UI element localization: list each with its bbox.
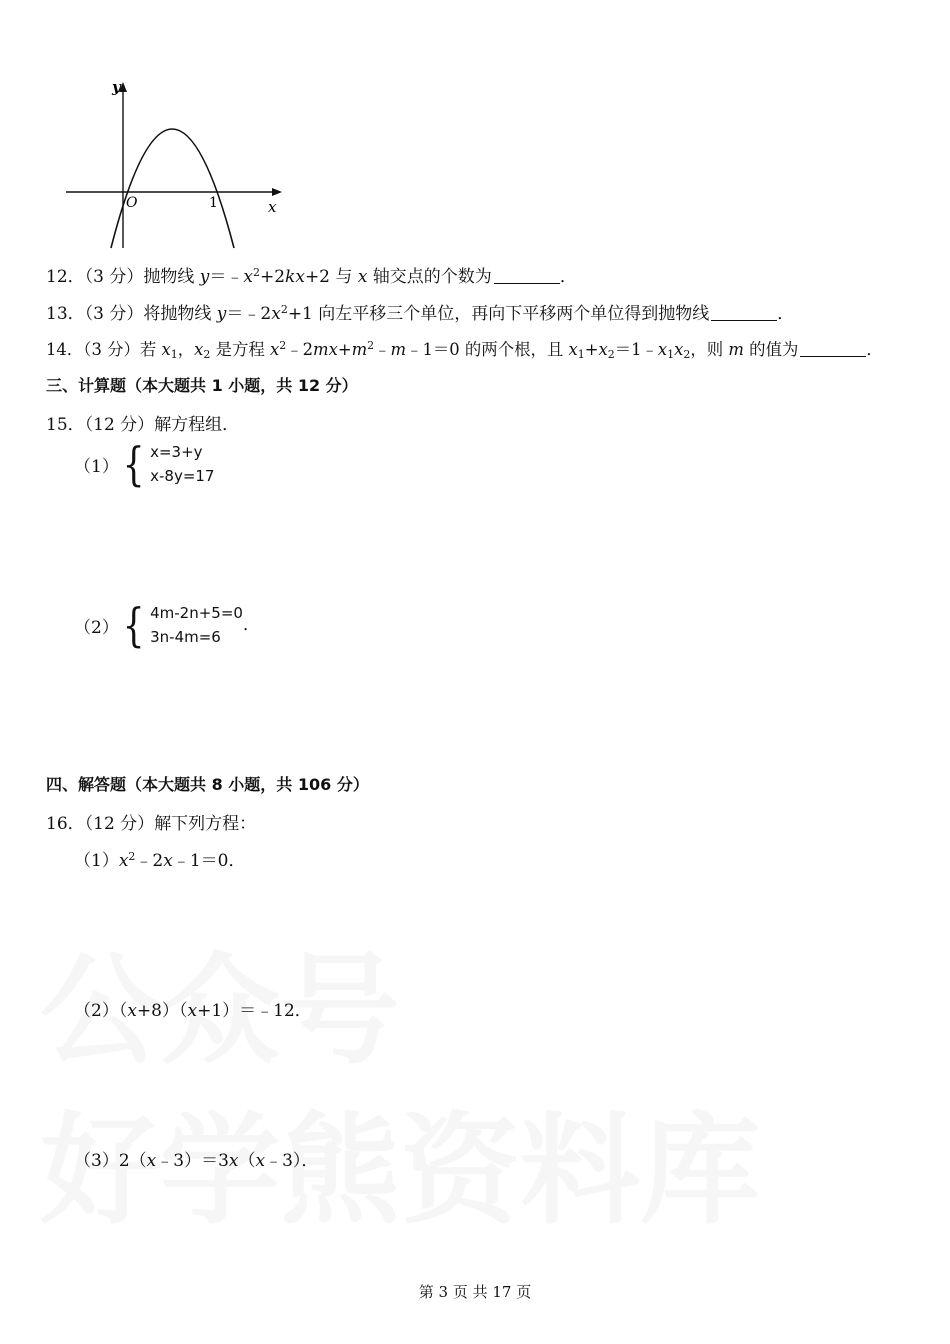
question-score: （3 分） xyxy=(84,304,144,324)
part-label: （2） xyxy=(74,617,119,638)
origin-label: O xyxy=(126,195,138,211)
x-axis-arrow xyxy=(272,188,282,196)
question-16-part-2: （2）（x+8）（x+1）＝﹣12． xyxy=(74,1001,312,1021)
question-number: 16． xyxy=(46,814,85,834)
answer-blank[interactable] xyxy=(711,304,777,321)
y-axis-label: y xyxy=(112,78,121,96)
question-score: （3 分） xyxy=(84,267,144,287)
question-score: （12 分） xyxy=(84,814,155,834)
equation: 4m-2n+5=0 xyxy=(150,604,243,622)
left-brace: { xyxy=(122,598,145,652)
x-axis-label: x xyxy=(268,198,277,216)
question-number: 14． xyxy=(46,340,84,359)
question-number: 12． xyxy=(46,267,85,287)
question-16: 16．（12 分）解下列方程： xyxy=(46,814,257,834)
section-heading-3: 三、计算题（本大题共 1 小题，共 12 分） xyxy=(46,376,358,395)
page-footer: 第 3 页 共 17 页 xyxy=(418,1283,532,1301)
question-number: 13． xyxy=(46,304,85,324)
question-15: 15．（12 分）解方程组． xyxy=(46,415,240,435)
answer-blank[interactable] xyxy=(494,267,560,284)
question-score: （12 分） xyxy=(84,415,155,435)
equation: x-8y=17 xyxy=(150,467,215,485)
part-label: （1） xyxy=(74,456,119,477)
tick-label-1: 1 xyxy=(209,195,218,211)
equation: x=3+y xyxy=(150,443,203,461)
equation-system-1 xyxy=(74,437,215,491)
question-score: （3 分） xyxy=(83,340,140,359)
question-number: 15． xyxy=(46,415,85,435)
question-14: 14．（3 分）若 $x_1$，$x_2$ 是方程 $x^2﹣2mx+m^2﹣m﹣1=0$ 的两个根，且 $x_1+x_2=1﹣x_1x_2$，则 m 的值为 ． xyxy=(46,339,883,361)
equation-system-2: （2） { 4m-2n+5=0 3n-4m=6 ． xyxy=(74,598,260,652)
question-16-part-1: $(1)x^2﹣2x﹣1=0$． xyxy=(74,850,246,871)
parabola-curve xyxy=(111,129,234,248)
answer-blank[interactable] xyxy=(800,340,866,357)
parabola-graph xyxy=(62,78,292,253)
question-16-part-3: （3）2（x﹣3）＝3x（x﹣3）． xyxy=(74,1151,319,1171)
left-brace: { xyxy=(122,437,145,491)
equation: 3n-4m=6 xyxy=(150,628,221,646)
question-13: 13．（3 分）将抛物线 $y=﹣2x^2+1$ 向左平移三个单位，再向下平移两个单位得到抛物线 ． xyxy=(46,303,795,324)
question-12: 12．（3 分）抛物线 $y=﹣x^2+2kx+2$ 与 x 轴交点的个数为 ． xyxy=(46,266,577,287)
section-heading-4: 四、解答题（本大题共 8 小题，共 106 分） xyxy=(46,775,369,794)
